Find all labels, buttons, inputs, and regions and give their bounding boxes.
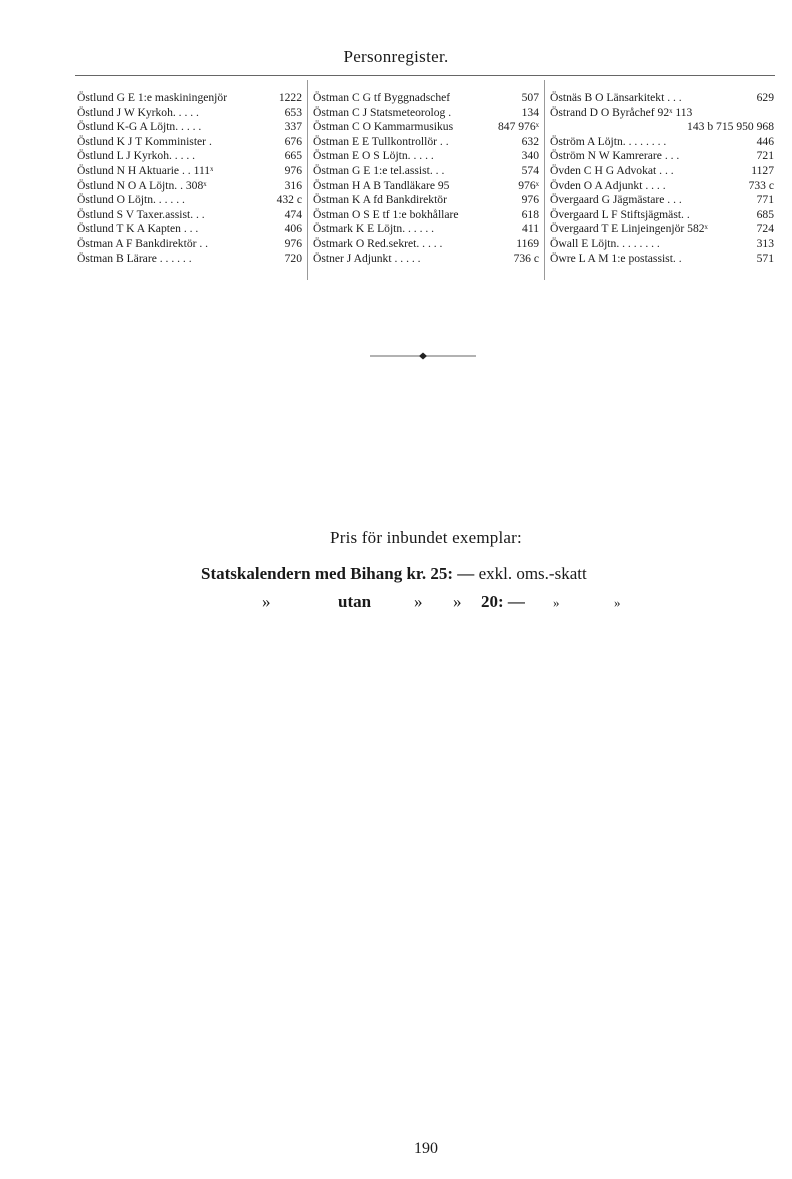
ditto-mark: »: [453, 592, 462, 611]
entry-name: Östlund J W Kyrkoh. . . . .: [77, 105, 199, 119]
entry-name: Östman O S E tf 1:e bokhållare: [313, 207, 459, 221]
entry-name: Östman E O S Löjtn. . . . .: [313, 149, 434, 163]
register-entry: [313, 237, 539, 252]
register-entry: [550, 106, 774, 121]
entry-name: Öström N W Kamrerare . . .: [550, 149, 680, 163]
price-row-with-supplement: [201, 564, 587, 584]
entry-page-ref: 847 976ˣ: [497, 120, 539, 134]
entry-page-ref: 976: [284, 236, 302, 250]
column-divider: [544, 80, 545, 280]
register-entry: [313, 208, 539, 223]
entry-page-ref: 720: [284, 251, 302, 265]
entry-name: Östlund G E 1:e maskiningenjör: [77, 91, 228, 104]
entry-page-ref: 629: [756, 91, 774, 104]
entry-name: Östrand D O Byråchef 92ˣ 113: [550, 105, 693, 119]
entry-name: Övergaard L F Stiftsjägmäst. .: [550, 207, 690, 221]
entry-page-ref: 1127: [751, 163, 774, 177]
register-entry: [77, 193, 302, 208]
price-amount: 20: —: [481, 592, 525, 611]
entry-page-ref: 316: [284, 178, 302, 192]
entry-page-ref: 721: [756, 149, 774, 163]
entry-page-ref: [770, 106, 774, 121]
register-entry: [550, 135, 774, 150]
register-entry: [313, 193, 539, 208]
entry-name: Östman G E 1:e tel.assist. . .: [313, 163, 445, 177]
register-entry: [550, 179, 774, 194]
entry-name: Östmark O Red.sekret. . . . .: [313, 236, 443, 250]
register-entry: [550, 208, 774, 223]
page-number: 190: [414, 1140, 438, 1157]
header-rule: [75, 75, 775, 76]
entry-page-ref: 733 c: [748, 178, 774, 192]
entry-name: Öwall E Löjtn. . . . . . . .: [550, 236, 660, 250]
page-title: Personregister.: [343, 47, 449, 66]
register-entry: [77, 252, 302, 267]
entry-name: Öwre L A M 1:e postassist. .: [550, 251, 682, 265]
register-entry: [77, 164, 302, 179]
register-entry: [313, 91, 539, 106]
entry-page-ref: 724: [756, 222, 774, 236]
ditto-mark: »: [553, 595, 560, 610]
entry-page-ref: 340: [521, 149, 539, 163]
entry-name: Östlund N H Aktuarie . . 111ˣ: [77, 163, 214, 177]
register-entry: [313, 179, 539, 194]
price-row-without-supplement: [201, 592, 661, 614]
register-entry: [77, 91, 302, 106]
register-entry: [77, 179, 302, 194]
register-entry: [77, 120, 302, 135]
entry-name: Östnäs B O Länsarkitekt . . .: [550, 91, 682, 104]
register-entry: [313, 149, 539, 164]
register-entry: [77, 135, 302, 150]
entry-name: Östlund O Löjtn. . . . . .: [77, 193, 185, 207]
entry-name: Östman B Lärare . . . . . .: [77, 251, 192, 265]
entry-page-ref: 976ˣ: [518, 178, 539, 192]
register-entry: [550, 91, 774, 106]
register-entry: [313, 222, 539, 237]
ditto-mark: »: [414, 592, 423, 611]
register-entry: [77, 237, 302, 252]
register-entry: [313, 120, 539, 135]
entry-name: Östman C J Statsmeteorolog .: [313, 105, 452, 119]
entry-name: Östlund S V Taxer.assist. . .: [77, 207, 205, 221]
column-divider: [307, 80, 308, 280]
entry-name: Östman K A fd Bankdirektör: [313, 193, 447, 207]
entry-page-ref: 446: [756, 134, 774, 148]
entry-name: Östlund K-G A Löjtn. . . . .: [77, 120, 202, 134]
entry-page-ref: 618: [521, 207, 539, 221]
entry-name: Övden C H G Advokat . . .: [550, 163, 674, 177]
entry-name: Östman C G tf Byggnadschef: [313, 91, 451, 104]
entry-page-ref: 665: [284, 149, 302, 163]
entry-name: Östman A F Bankdirektör . .: [77, 236, 209, 250]
register-column-1: [77, 91, 302, 266]
entry-page-ref: 313: [756, 236, 774, 250]
entry-page-ref: 976: [521, 193, 539, 207]
register-entry: [550, 222, 774, 237]
entry-page-ref: 676: [284, 134, 302, 148]
register-entry: [550, 149, 774, 164]
entry-page-ref: 653: [284, 105, 302, 119]
entry-page-ref: 632: [521, 134, 539, 148]
register-entry: [550, 252, 774, 267]
register-entry: [550, 164, 774, 179]
entry-page-ref: 134: [521, 105, 539, 119]
entry-page-ref: 432 c: [276, 193, 302, 207]
entry-name: Östmark K E Löjtn. . . . . .: [313, 222, 435, 236]
entry-page-ref: 574: [521, 163, 539, 177]
register-column-3: [550, 91, 774, 266]
entry-name: Östner J Adjunkt . . . . .: [313, 251, 421, 265]
entry-name: Östlund L J Kyrkoh. . . . .: [77, 149, 196, 163]
entry-name: Östman H A B Tandläkare 95: [313, 178, 450, 192]
tax-note: exkl. oms.-skatt: [478, 564, 587, 583]
register-column-2: [313, 91, 539, 266]
diamond-ornament-icon: [370, 351, 476, 361]
register-entry: [550, 193, 774, 208]
entry-page-ref: 736 c: [513, 251, 539, 265]
entry-name: Övden O A Adjunkt . . . .: [550, 178, 666, 192]
ditto-mark: »: [614, 595, 621, 610]
register-entry: [550, 120, 774, 135]
entry-page-ref: 406: [284, 222, 302, 236]
price-label: utan: [338, 592, 372, 611]
entry-page-ref: 771: [756, 193, 774, 207]
register-entry: [77, 222, 302, 237]
entry-name: Östlund K J T Komminister .: [77, 134, 212, 148]
register-entry: [313, 164, 539, 179]
entry-name: Östman C O Kammarmusikus: [313, 120, 454, 134]
entry-name: Öström A Löjtn. . . . . . . .: [550, 134, 667, 148]
price-heading: Pris för inbundet exemplar:: [330, 528, 522, 547]
register-entry: [313, 252, 539, 267]
entry-page-ref: 411: [522, 222, 539, 236]
price-label: Statskalendern med Bihang kr. 25: —: [201, 564, 475, 583]
register-entry: [313, 106, 539, 121]
ditto-mark: »: [262, 592, 271, 611]
entry-name: Östlund N O A Löjtn. . 308ˣ: [77, 178, 207, 192]
entry-page-ref: 571: [756, 251, 774, 265]
register-entry: [313, 135, 539, 150]
entry-page-ref: 337: [284, 120, 302, 134]
entry-name: Övergaard G Jägmästare . . .: [550, 193, 682, 207]
entry-page-ref: 1222: [278, 91, 302, 104]
register-entry: [550, 237, 774, 252]
entry-name: Östman E E Tullkontrollör . .: [313, 134, 449, 148]
entry-page-ref: 1169: [516, 236, 539, 250]
entry-page-ref: 685: [756, 207, 774, 221]
entry-page-ref: 507: [521, 91, 539, 104]
entry-name: Östlund T K A Kapten . . .: [77, 222, 199, 236]
entry-name: Övergaard T E Linjeingenjör 582ˣ: [550, 222, 708, 236]
entry-page-ref: 474: [284, 207, 302, 221]
entry-page-ref: 976: [284, 163, 302, 177]
register-entry: [77, 149, 302, 164]
entry-page-ref: 143 b 715 950 968: [687, 120, 774, 134]
register-entry: [77, 208, 302, 223]
register-entry: [77, 106, 302, 121]
